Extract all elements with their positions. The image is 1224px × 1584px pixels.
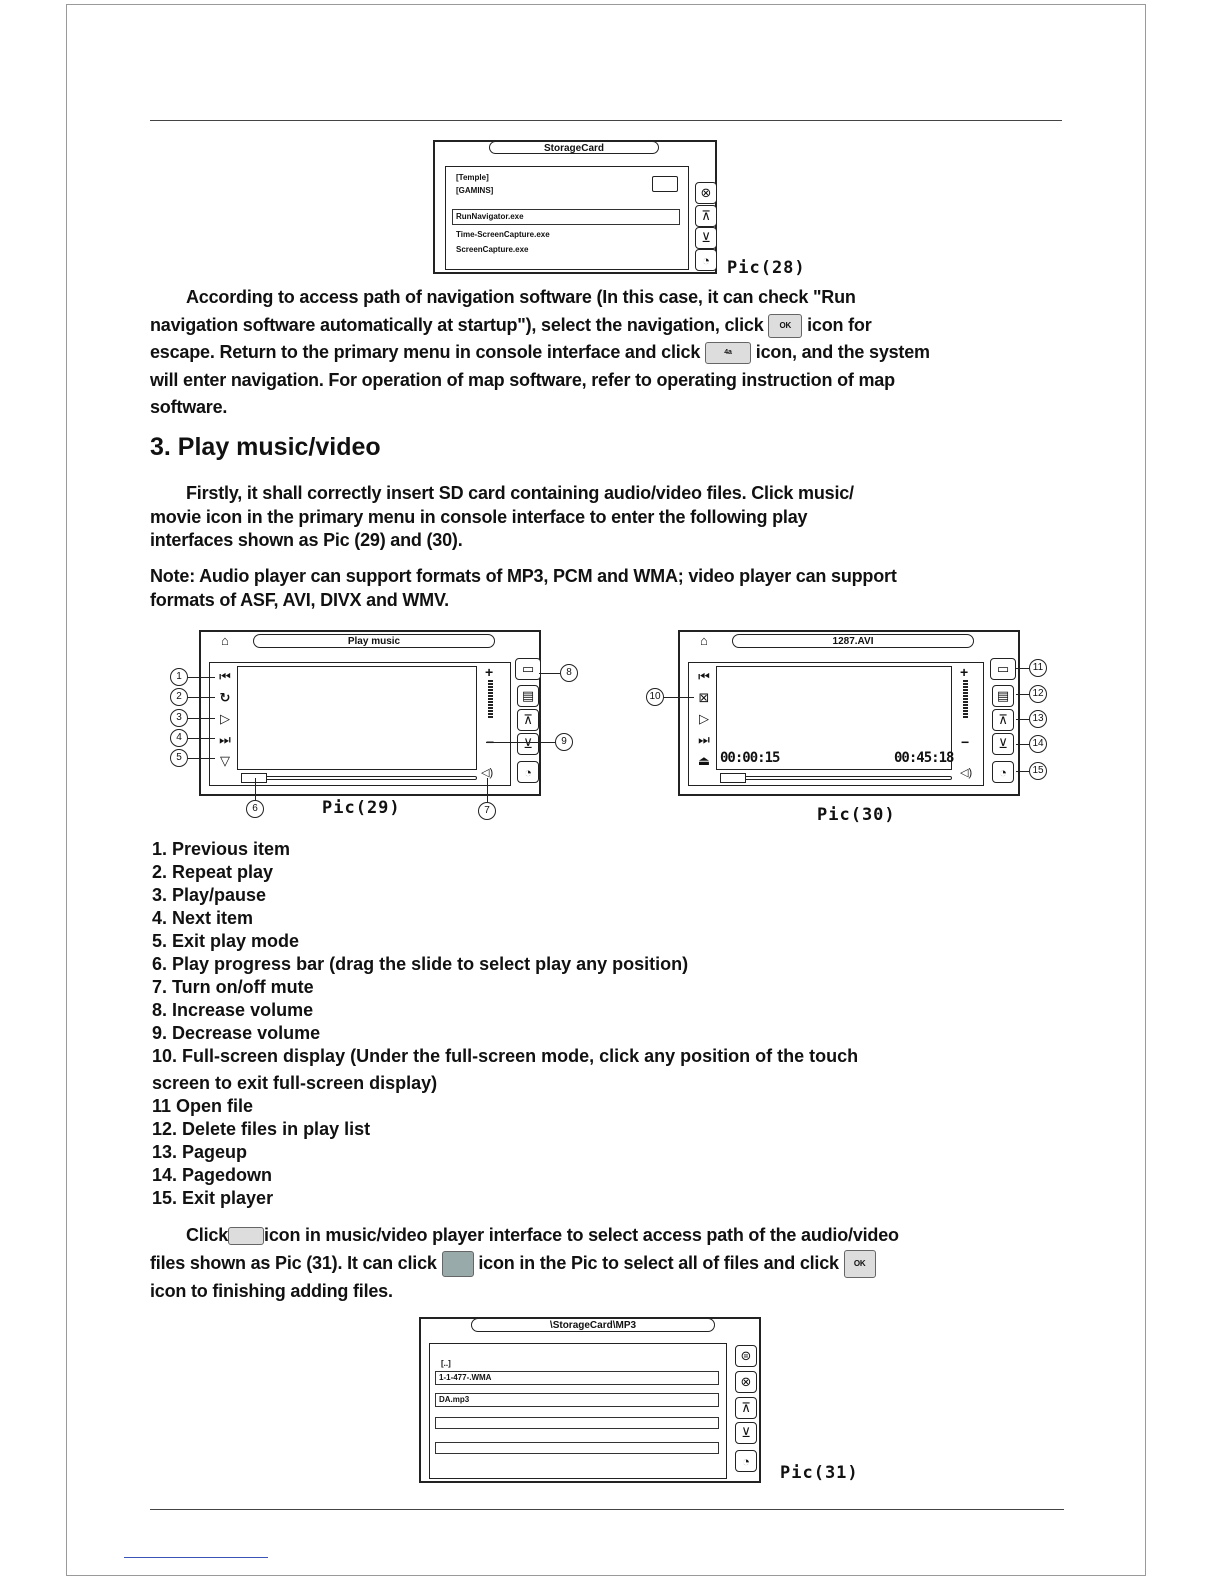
progress-slider[interactable] (241, 773, 267, 783)
time-total: 00:45:18 (894, 750, 954, 766)
list-item: 8. Increase volume (152, 1000, 314, 1020)
open-file-icon[interactable]: ▭ (990, 658, 1016, 680)
para1-line4: will enter navigation. For operation of map software, refer to operating instruction of map (150, 369, 895, 390)
home-icon[interactable]: ⌂ (221, 633, 229, 648)
list-item: 9. Decrease volume (152, 1023, 321, 1043)
file-row[interactable]: Time-ScreenCapture.exe (456, 230, 550, 239)
navigation-inline-icon: 4a (705, 342, 751, 364)
list-item: 14. Pagedown (152, 1165, 273, 1185)
callout-leader (1016, 694, 1029, 695)
pic30-caption: Pic(30) (817, 805, 896, 825)
page-up-icon[interactable]: ⊼ (735, 1397, 757, 1419)
callout-11: 11 (1029, 659, 1047, 677)
callout-leader (255, 778, 256, 800)
list-item: 7. Turn on/off mute (152, 977, 314, 997)
page-down-icon[interactable]: ⊻ (735, 1422, 757, 1444)
next-item-icon[interactable]: ⏭ (219, 732, 231, 747)
mute-icon[interactable]: ◁) (481, 767, 494, 779)
file-row[interactable] (435, 1442, 719, 1454)
para1-line3b: icon, and the system (755, 342, 930, 362)
pic29-title: Play music (253, 634, 495, 648)
page-down-icon[interactable]: ⊻ (695, 227, 717, 249)
file-row[interactable]: ScreenCapture.exe (456, 245, 529, 254)
exit-play-mode-icon[interactable]: ▽ (220, 753, 230, 768)
list-item: 3. Play/pause (152, 885, 267, 905)
para2-line1: Firstly, it shall correctly insert SD card containing audio/video files. Click music/ (186, 483, 854, 503)
exit-player-icon[interactable]: ◔ (992, 761, 1014, 783)
paragraph-open-file (150, 1222, 1070, 1305)
ok-inline-icon: OK (768, 314, 802, 338)
footer-link-underline (124, 1557, 268, 1558)
mute-icon[interactable]: ◁) (960, 767, 973, 779)
para3-line2b: icon in the Pic to select all of files and click (478, 1252, 839, 1273)
callout-leader (188, 718, 215, 719)
para1-line1: According to access path of navigation software (In this case, it can check "Run (186, 287, 856, 307)
callout-6: 6 (246, 800, 264, 818)
delete-list-icon[interactable]: ▤ (517, 685, 539, 707)
next-item-icon[interactable]: ⏭ (698, 732, 710, 747)
pic29-caption: Pic(29) (322, 798, 401, 818)
open-file-icon[interactable]: ▭ (515, 658, 541, 680)
volume-level (963, 680, 968, 718)
para2-line2: movie icon in the primary menu in console interface to enter the following play (150, 506, 808, 527)
list-item: 15. Exit player (152, 1188, 274, 1208)
ok-icon[interactable]: ⊗ (695, 182, 717, 204)
callout-1: 1 (170, 668, 188, 686)
pic28-caption: Pic(28) (727, 258, 806, 278)
progress-bar[interactable] (720, 776, 952, 780)
callout-10: 10 (646, 688, 664, 706)
para1-line3a: escape. Return to the primary menu in console interface and click (150, 342, 701, 362)
callout-leader (664, 697, 694, 698)
previous-item-icon[interactable]: ⏮ (698, 669, 710, 684)
paragraph-note (150, 565, 1070, 612)
play-pause-icon[interactable]: ▷ (699, 711, 709, 726)
list-item: screen to exit full-screen display) (152, 1073, 438, 1093)
folder-icon[interactable] (652, 176, 678, 192)
file-row[interactable] (435, 1417, 719, 1429)
pic28-title: StorageCard (489, 141, 659, 154)
exit-icon[interactable]: ◔ (735, 1450, 757, 1472)
volume-minus-icon[interactable]: − (961, 734, 970, 750)
file-row[interactable]: DA.mp3 (435, 1393, 719, 1407)
callout-leader (1016, 668, 1029, 669)
callout-leader (1016, 771, 1029, 772)
callout-leader (188, 738, 215, 739)
pic30-screen (678, 630, 1020, 796)
page-up-icon[interactable]: ⊼ (517, 709, 539, 731)
callout-2: 2 (170, 688, 188, 706)
fullscreen-icon[interactable]: ⊠ (698, 690, 710, 705)
page-down-icon[interactable]: ⊻ (517, 733, 539, 755)
list-item: 2. Repeat play (152, 862, 274, 882)
list-item: 5. Exit play mode (152, 931, 300, 951)
list-item: 10. Full-screen display (Under the full-screen mode, click any position of the touch (152, 1046, 859, 1066)
list-item: 4. Next item (152, 908, 254, 928)
volume-level (488, 680, 493, 718)
para3-line2a: files shown as Pic (31). It can click (150, 1252, 437, 1273)
exit-icon[interactable]: ◔ (695, 249, 717, 271)
callout-12: 12 (1029, 685, 1047, 703)
callout-5: 5 (170, 749, 188, 767)
pic31-file-pane (429, 1343, 727, 1479)
header-rule (150, 120, 1062, 121)
list-item: 1. Previous item (152, 839, 291, 859)
pic28-screen (433, 140, 717, 274)
para1-line2b: icon for (807, 314, 872, 335)
select-all-inline-icon (442, 1251, 474, 1277)
previous-item-icon[interactable]: ⏮ (219, 669, 231, 684)
note-line2: formats of ASF, AVI, DIVX and WMV. (150, 589, 449, 610)
progress-bar[interactable] (241, 776, 477, 780)
open-file-inline-icon (228, 1227, 264, 1245)
para3-line1b: icon in music/video player interface to select access path of the audio/video (264, 1225, 899, 1245)
callout-leader (486, 742, 555, 743)
folder-entry[interactable]: [GAMINS] (456, 186, 494, 195)
functions-list (152, 838, 1052, 1210)
callout-leader (188, 758, 215, 759)
callout-leader (188, 677, 215, 678)
up-folder-entry[interactable]: [..] (441, 1359, 451, 1368)
footer-rule (150, 1509, 1064, 1510)
page-up-icon[interactable]: ⊼ (695, 205, 717, 227)
page-up-icon[interactable]: ⊼ (992, 709, 1014, 731)
callout-leader (188, 697, 215, 698)
para2-line3: interfaces shown as Pic (29) and (30). (150, 530, 463, 550)
paragraph-play (150, 482, 1070, 553)
callout-leader (487, 778, 488, 802)
para1-line2a: navigation software automatically at startup"), select the navigation, click (150, 314, 764, 335)
time-elapsed: 00:00:15 (720, 750, 780, 766)
ok-icon[interactable]: ⊗ (735, 1371, 757, 1393)
progress-slider[interactable] (720, 773, 746, 783)
callout-9: 9 (555, 733, 573, 751)
exit-player-icon[interactable]: ◔ (517, 761, 539, 783)
callout-3: 3 (170, 709, 188, 727)
callout-13: 13 (1029, 710, 1047, 728)
pic31-title: \StorageCard\MP3 (471, 1318, 715, 1332)
list-item: 6. Play progress bar (drag the slide to select play any position) (152, 954, 689, 974)
list-item: 12. Delete files in play list (152, 1119, 371, 1139)
callout-14: 14 (1029, 735, 1047, 753)
page-down-icon[interactable]: ⊻ (992, 733, 1014, 755)
volume-plus-icon[interactable]: + (960, 664, 969, 680)
callout-8: 8 (560, 664, 578, 682)
delete-list-icon[interactable]: ▤ (992, 685, 1014, 707)
file-row[interactable]: 1-1-477-.WMA (435, 1371, 719, 1385)
pic31-screen (419, 1317, 761, 1483)
eject-icon[interactable]: ⏏ (697, 753, 711, 768)
folder-entry[interactable]: [Temple] (456, 173, 489, 182)
para3-line1a: Click (186, 1225, 229, 1245)
pic29-screen (199, 630, 541, 796)
note-line1: Note: Audio player can support formats of MP3, PCM and WMA; video player can support (150, 566, 897, 586)
home-icon[interactable]: ⌂ (700, 633, 708, 648)
pic31-caption: Pic(31) (780, 1463, 859, 1483)
list-item: 13. Pageup (152, 1142, 248, 1162)
pic28-file-pane (445, 166, 689, 270)
volume-plus-icon[interactable]: + (485, 664, 494, 680)
list-item: 11 Open file (152, 1096, 254, 1116)
select-all-icon[interactable]: ⊜ (735, 1345, 757, 1367)
para1-line5: software. (150, 397, 228, 417)
pic30-title: 1287.AVI (732, 634, 974, 648)
volume-minus-icon[interactable]: − (486, 734, 495, 750)
ok-inline-icon: OK (844, 1250, 876, 1278)
callout-15: 15 (1029, 762, 1047, 780)
callout-leader (1016, 719, 1029, 720)
paragraph-navigation (150, 284, 1070, 422)
section-heading: 3. Play music/video (150, 433, 381, 461)
callout-7: 7 (478, 802, 496, 820)
callout-leader (539, 673, 560, 674)
callout-4: 4 (170, 729, 188, 747)
repeat-icon[interactable]: ↻ (219, 690, 231, 705)
music-area (237, 666, 477, 770)
file-row-selected[interactable]: RunNavigator.exe (452, 209, 680, 225)
play-pause-icon[interactable]: ▷ (220, 711, 230, 726)
para3-line3: icon to finishing adding files. (150, 1280, 393, 1301)
callout-leader (1016, 744, 1029, 745)
